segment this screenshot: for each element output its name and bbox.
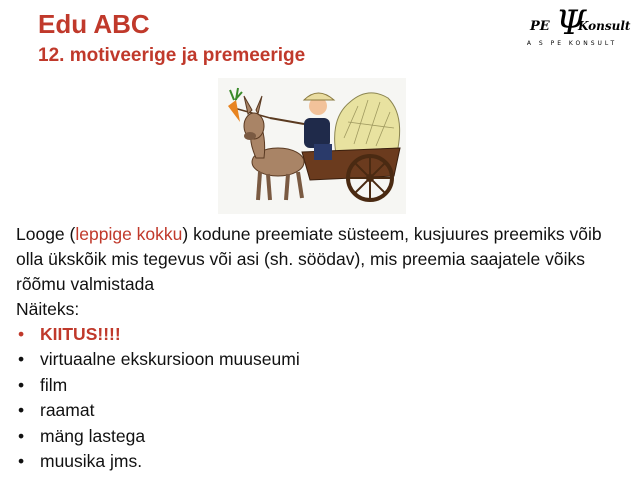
logo-mark — [522, 3, 631, 43]
bullet-icon: • — [18, 374, 25, 395]
intro-highlight: leppige kokku — [75, 224, 183, 244]
list-item — [16, 347, 626, 372]
bullet-icon: • — [18, 451, 25, 472]
list-item-text: raamat — [40, 400, 95, 421]
logo-tagline: A S PE KONSULT — [526, 40, 618, 47]
bullet-icon: • — [18, 425, 25, 446]
list-item — [16, 449, 626, 474]
logo-right-text: Konsult — [578, 19, 631, 33]
list-item — [16, 398, 626, 423]
list-item-text: virtuaalne ekskursioon muuseumi — [40, 349, 300, 370]
logo-graphic — [522, 3, 631, 43]
slide-title: Edu ABC — [38, 9, 150, 39]
bullet-icon: • — [18, 349, 25, 370]
donkey-cart-carrot-icon — [218, 78, 406, 214]
list-item-text: KIITUS!!!! — [40, 324, 121, 344]
company-logo — [522, 3, 631, 52]
list-item-text: muusika jms. — [40, 451, 143, 472]
logo-left-text: PE — [530, 19, 550, 34]
bullet-icon: • — [18, 324, 25, 344]
intro-paragraph — [16, 222, 626, 297]
list-item — [16, 424, 626, 449]
example-label: Näiteks: — [16, 299, 80, 319]
slide-subtitle: 12. motiveerige ja premeerige — [38, 45, 306, 66]
body-text — [16, 222, 626, 474]
bullet-icon: • — [18, 400, 25, 421]
list-item — [16, 373, 626, 398]
example-list — [16, 322, 626, 474]
list-item — [16, 322, 626, 347]
list-item-text: film — [40, 374, 68, 395]
list-item-text: mäng lastega — [40, 425, 146, 446]
intro-pre: Looge ( — [16, 224, 76, 244]
donkey-cart-illustration — [218, 78, 406, 214]
psi-icon: Ψ — [556, 3, 586, 43]
intro-post: ) kodune preemiate süsteem, kusjuures preemiks võib olla ükskõik mis tegevus või asi (sh. söödav), mis preemia saajatele võiks rõõmu valmistada — [16, 224, 602, 294]
